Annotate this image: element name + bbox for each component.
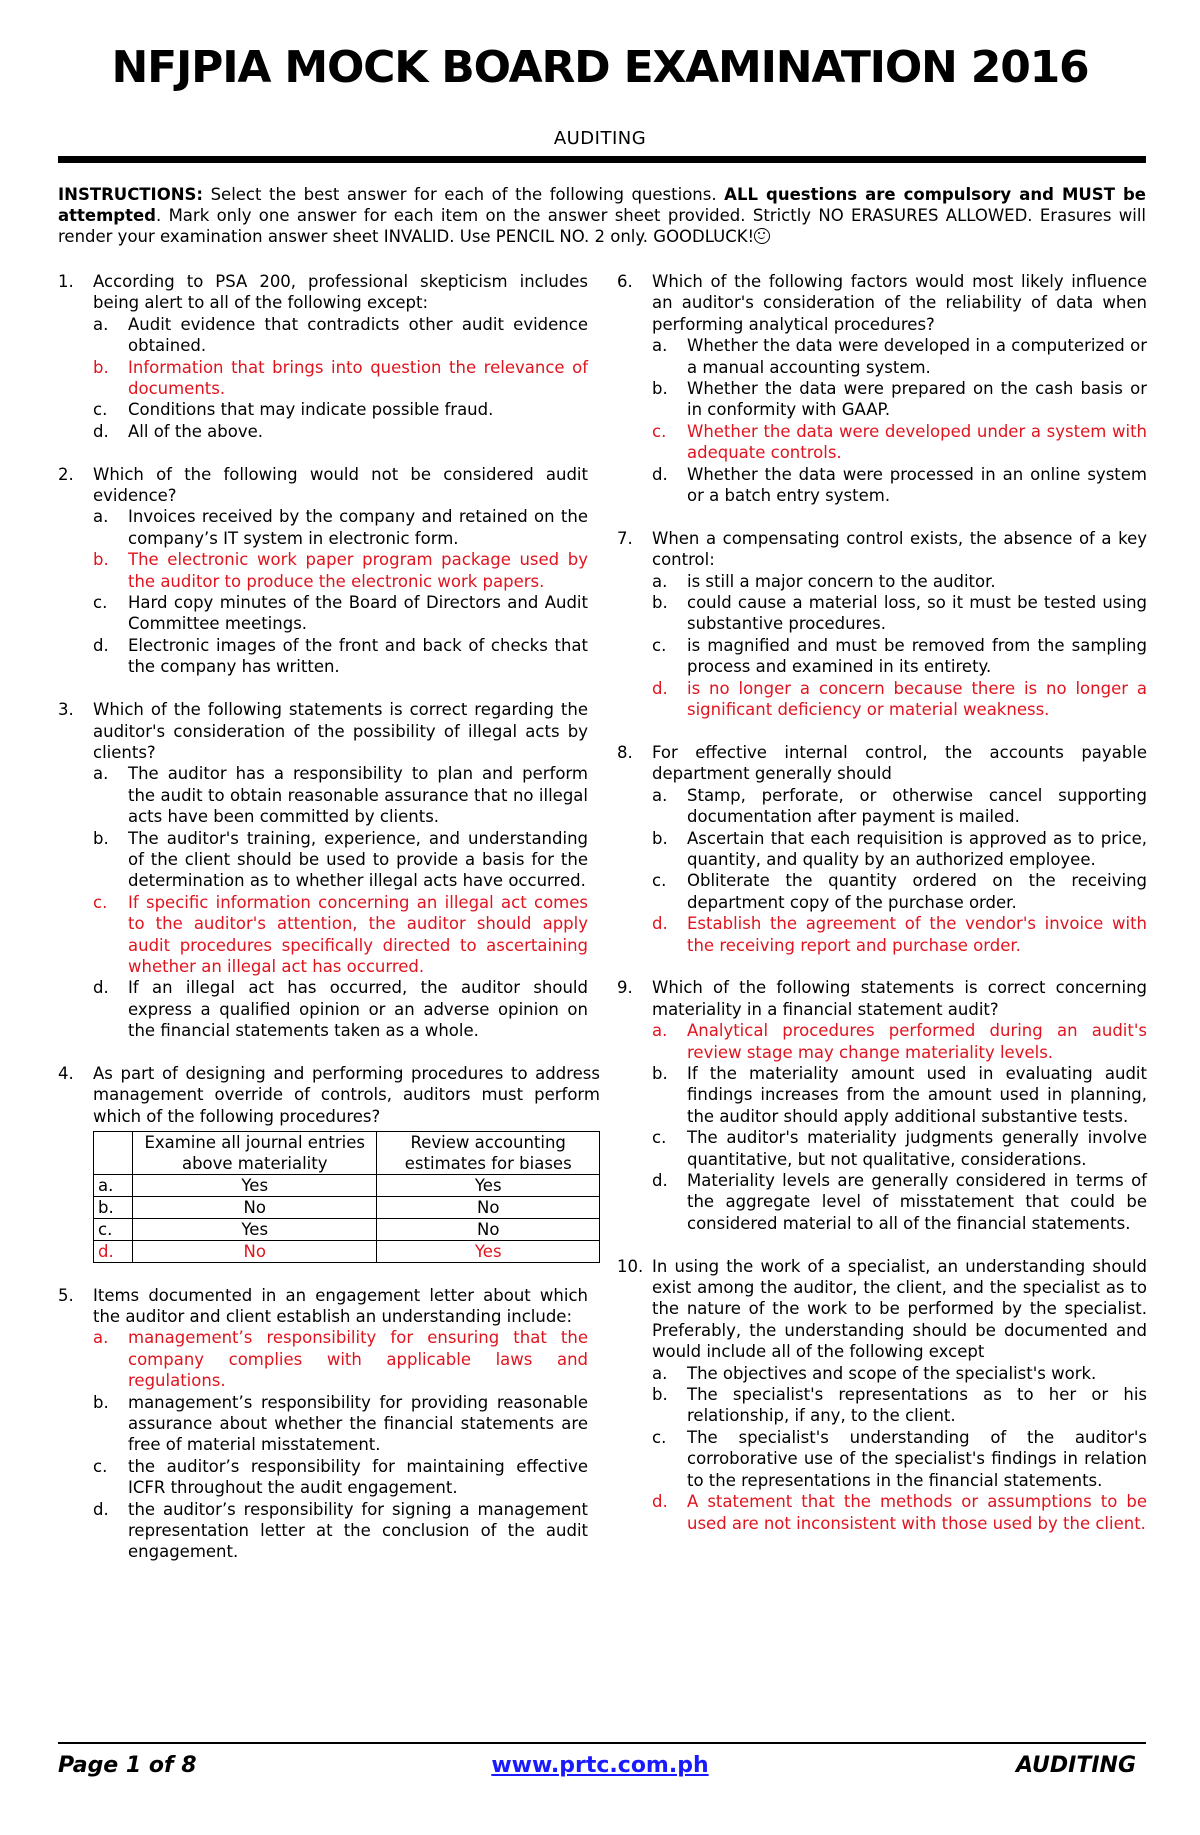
question-8 bbox=[617, 742, 1147, 956]
question-number: 4. bbox=[58, 1063, 74, 1083]
option-c-answer: c. If specific information concerning an illegal act comes to the auditor's attention, the auditor should apply audit procedures specifically directed to ascertaining whether an illegal act has occurred. bbox=[93, 892, 588, 976]
option-b: b. The auditor's training, experience, and understanding of the client should be used to provide a basis for the determination as to whether illegal acts have occurred. bbox=[93, 828, 588, 891]
table-row: c. Yes No bbox=[94, 1219, 600, 1241]
question-3 bbox=[58, 699, 588, 1042]
option-a: a. Invoices received by the company and retained on the company’s IT system in electronic form. bbox=[93, 507, 588, 548]
page-number: Page 1 of 8 bbox=[58, 1753, 197, 1778]
instructions bbox=[58, 184, 1146, 247]
question-number: 5. bbox=[58, 1285, 74, 1305]
question-number: 1. bbox=[58, 272, 74, 291]
page-title: NFJPIA MOCK BOARD EXAMINATION 2016 bbox=[111, 42, 1089, 93]
website-link[interactable]: www.prtc.com.ph bbox=[491, 1753, 709, 1778]
footer-divider bbox=[58, 1742, 1146, 1744]
table-header: Examine all journal entries above materiality bbox=[133, 1132, 377, 1175]
table-row: b. No No bbox=[94, 1197, 600, 1219]
option-a-answer: a. management’s responsibility for ensuring that the company complies with applicable laws and regulations. bbox=[93, 1328, 588, 1391]
question-text: Which of the following would not be considered audit evidence? bbox=[93, 464, 588, 506]
option-b: b. Ascertain that each requisition is approved as to price, quantity, and quality by an authorized employee. bbox=[652, 828, 1147, 869]
option-d-answer: d. is no longer a concern because there is no longer a significant deficiency or material weakness. bbox=[652, 678, 1147, 720]
table-row-answer: d. No Yes bbox=[94, 1241, 600, 1263]
option-c: c. the auditor’s responsibility for maintaining effective ICFR throughout the audit engagement. bbox=[93, 1456, 588, 1498]
question-number: 10. bbox=[617, 1256, 644, 1276]
option-b: b. The specialist's representations as to her or his relationship, if any, to the client. bbox=[652, 1385, 1147, 1426]
instructions-emphasis: ALL questions are compulsory and MUST be attempted bbox=[58, 185, 1147, 225]
question-text: According to PSA 200, professional skepticism includes being alert to all of the following except: bbox=[93, 272, 588, 313]
option-a: a. is still a major concern to the auditor. bbox=[652, 571, 996, 591]
answer-table bbox=[93, 1131, 600, 1263]
option-b-answer: b. Information that brings into question the relevance of documents. bbox=[93, 357, 588, 399]
option-c: c. Obliterate the quantity ordered on the receiving department copy of the purchase order. bbox=[652, 871, 1147, 912]
question-10 bbox=[617, 1256, 1147, 1534]
option-d: d. If an illegal act has occurred, the auditor should express a qualified opinion or an adverse opinion on the financial statements taken as a whole. bbox=[93, 978, 588, 1041]
option-a: a. Stamp, perforate, or otherwise cancel supporting documentation after payment is mailed. bbox=[652, 785, 1147, 827]
question-text: When a compensating control exists, the absence of a key control: bbox=[652, 528, 1147, 570]
option-d: d. the auditor’s responsibility for signing a management representation letter at the conclusion of the audit engagement. bbox=[93, 1499, 588, 1562]
option-b: b. management’s responsibility for providing reasonable assurance about whether the financial statements are free of material misstatement. bbox=[93, 1392, 588, 1455]
question-text: Which of the following factors would most likely influence an auditor's consideration of the reliability of data when performing analytical procedures? bbox=[652, 272, 1147, 334]
question-5 bbox=[58, 1285, 588, 1563]
question-6 bbox=[617, 271, 1147, 506]
question-text: Which of the following statements is correct concerning materiality in a financial statement audit? bbox=[652, 978, 1147, 1019]
question-7 bbox=[617, 528, 1147, 721]
question-text: In using the work of a specialist, an understanding should exist among the auditor, the client, and the specialist as to the nature of the work to be performed by the specialist. Preferably, the understanding should be documented and would include all of the following except bbox=[652, 1256, 1147, 1362]
option-b: b. If the materiality amount used in evaluating audit findings increases from the amount used in planning, the auditor should apply additional substantive tests. bbox=[652, 1063, 1147, 1126]
table-row: a. Yes Yes bbox=[94, 1175, 600, 1197]
option-b-answer: b. The electronic work paper program package used by the auditor to produce the electronic work papers. bbox=[93, 550, 588, 591]
option-d-answer: d. A statement that the methods or assumptions to be used are not inconsistent with those used by the client. bbox=[652, 1492, 1147, 1533]
instructions-text-2: . Mark only one answer for each item on the answer sheet provided. Strictly NO ERASURES ALLOWED. Erasures will render your examination answer sheet INVALID. Use PENCIL NO. 2 only. GOODLUCK! bbox=[58, 206, 1146, 246]
option-c: c. The specialist's understanding of the auditor's corroborative use of the specialist's findings in relation to the representations in the financial statements. bbox=[652, 1427, 1147, 1490]
option-c-answer: c. Whether the data were developed under a system with adequate controls. bbox=[652, 421, 1147, 463]
option-a: a. Whether the data were developed in a computerized or a manual accounting system. bbox=[652, 336, 1147, 377]
question-text: Which of the following statements is correct regarding the auditor's consideration of the possibility of illegal acts by clients? bbox=[93, 700, 588, 762]
option-c: c. Conditions that may indicate possible fraud. bbox=[93, 400, 494, 420]
table-header-row bbox=[94, 1132, 600, 1175]
smiley-icon bbox=[754, 228, 770, 244]
question-9 bbox=[617, 977, 1147, 1234]
instructions-text-1: Select the best answer for each of the following questions. bbox=[203, 185, 725, 204]
instructions-label: INSTRUCTIONS: bbox=[58, 185, 204, 204]
option-a: a. The auditor has a responsibility to plan and perform the audit to obtain reasonable assurance that no illegal acts have been committed by clients. bbox=[93, 764, 588, 827]
table-header: Review accounting estimates for biases bbox=[377, 1132, 600, 1175]
option-b: b. Whether the data were prepared on the cash basis or in conformity with GAAP. bbox=[652, 379, 1147, 420]
question-number: 7. bbox=[617, 528, 633, 548]
header-divider bbox=[58, 156, 1146, 163]
question-2 bbox=[58, 464, 588, 678]
option-b: b. could cause a material loss, so it must be tested using substantive procedures. bbox=[652, 593, 1147, 634]
option-d-answer: d. Establish the agreement of the vendor's invoice with the receiving report and purchase order. bbox=[652, 914, 1147, 955]
question-number: 2. bbox=[58, 464, 74, 484]
option-d: d. Materiality levels are generally considered in terms of the aggregate level of misstatement that could be considered material to all of the financial statements. bbox=[652, 1171, 1147, 1233]
option-d: d. All of the above. bbox=[93, 421, 264, 441]
question-number: 8. bbox=[617, 742, 633, 762]
option-d: d. Electronic images of the front and back of checks that the company has written. bbox=[93, 635, 588, 677]
right-column bbox=[617, 271, 1147, 1555]
question-number: 6. bbox=[617, 272, 633, 291]
question-1 bbox=[58, 271, 588, 442]
option-a-answer: a. Analytical procedures performed during an audit's review stage may change materiality levels. bbox=[652, 1021, 1147, 1062]
subject-heading: AUDITING bbox=[553, 128, 647, 149]
option-d: d. Whether the data were processed in an online system or a batch entry system. bbox=[652, 464, 1147, 506]
option-a: a. Audit evidence that contradicts other audit evidence obtained. bbox=[93, 314, 588, 356]
left-column bbox=[58, 271, 600, 1584]
option-a: a. The objectives and scope of the specialist's work. bbox=[652, 1363, 1097, 1383]
footer-subject: AUDITING bbox=[1015, 1753, 1136, 1778]
question-number: 9. bbox=[617, 978, 633, 998]
option-c: c. is magnified and must be removed from the sampling process and examined in its entirety. bbox=[652, 635, 1147, 677]
option-c: c. The auditor's materiality judgments generally involve quantitative, but not qualitative, considerations. bbox=[652, 1128, 1147, 1169]
question-4 bbox=[58, 1063, 600, 1263]
question-text: For effective internal control, the accounts payable department generally should bbox=[652, 742, 1147, 784]
question-text: Items documented in an engagement letter about which the auditor and client establish an understanding include: bbox=[93, 1285, 588, 1326]
question-text: As part of designing and performing procedures to address management override of controls, auditors must perform which of the following procedures? bbox=[93, 1063, 600, 1126]
question-number: 3. bbox=[58, 700, 74, 720]
option-c: c. Hard copy minutes of the Board of Directors and Audit Committee meetings. bbox=[93, 593, 588, 634]
